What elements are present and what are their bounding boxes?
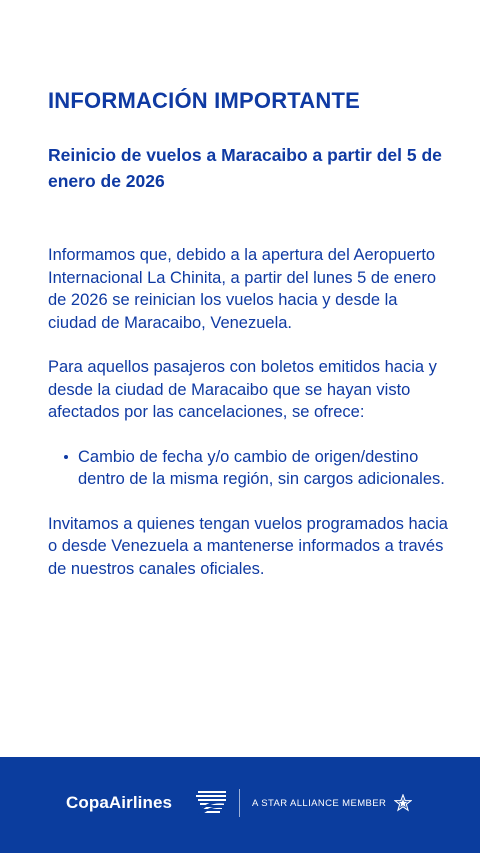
footer-divider xyxy=(239,789,240,817)
list-item xyxy=(64,446,448,491)
bullet-list xyxy=(48,446,448,491)
paragraph-1: Informamos que, debido a la apertura del Aeropuerto Internacional La Chinita, a partir del lunes 5 de enero de 2026 se reinician los vuelos hacia y desde la ciudad de Maracaibo, Venezuela. xyxy=(48,246,436,332)
star-alliance-icon xyxy=(394,794,412,812)
bullet-dot xyxy=(64,455,68,459)
paragraph-2: Para aquellos pasajeros con boletos emitidos hacia y desde la ciudad de Maracaibo que se hayan visto afectados por las cancelaciones, se ofrece: xyxy=(48,358,437,421)
copa-globe-icon xyxy=(196,789,228,817)
alliance-label: A STAR ALLIANCE MEMBER xyxy=(252,798,387,809)
page-title: INFORMACIÓN IMPORTANTE xyxy=(48,88,360,113)
page-subtitle: Reinicio de vuelos a Maracaibo a partir del 5 de enero de 2026 xyxy=(48,145,442,191)
list-item-text: Cambio de fecha y/o cambio de origen/destino dentro de la misma región, sin cargos adicionales. xyxy=(78,447,445,488)
announcement-content xyxy=(48,86,448,602)
paragraph-3: Invitamos a quienes tengan vuelos programados hacia o desde Venezuela a mantenerse informados a través de nuestros canales oficiales. xyxy=(48,514,448,578)
brand-name: CopaAirlines xyxy=(66,793,173,812)
footer-bar xyxy=(0,757,480,853)
